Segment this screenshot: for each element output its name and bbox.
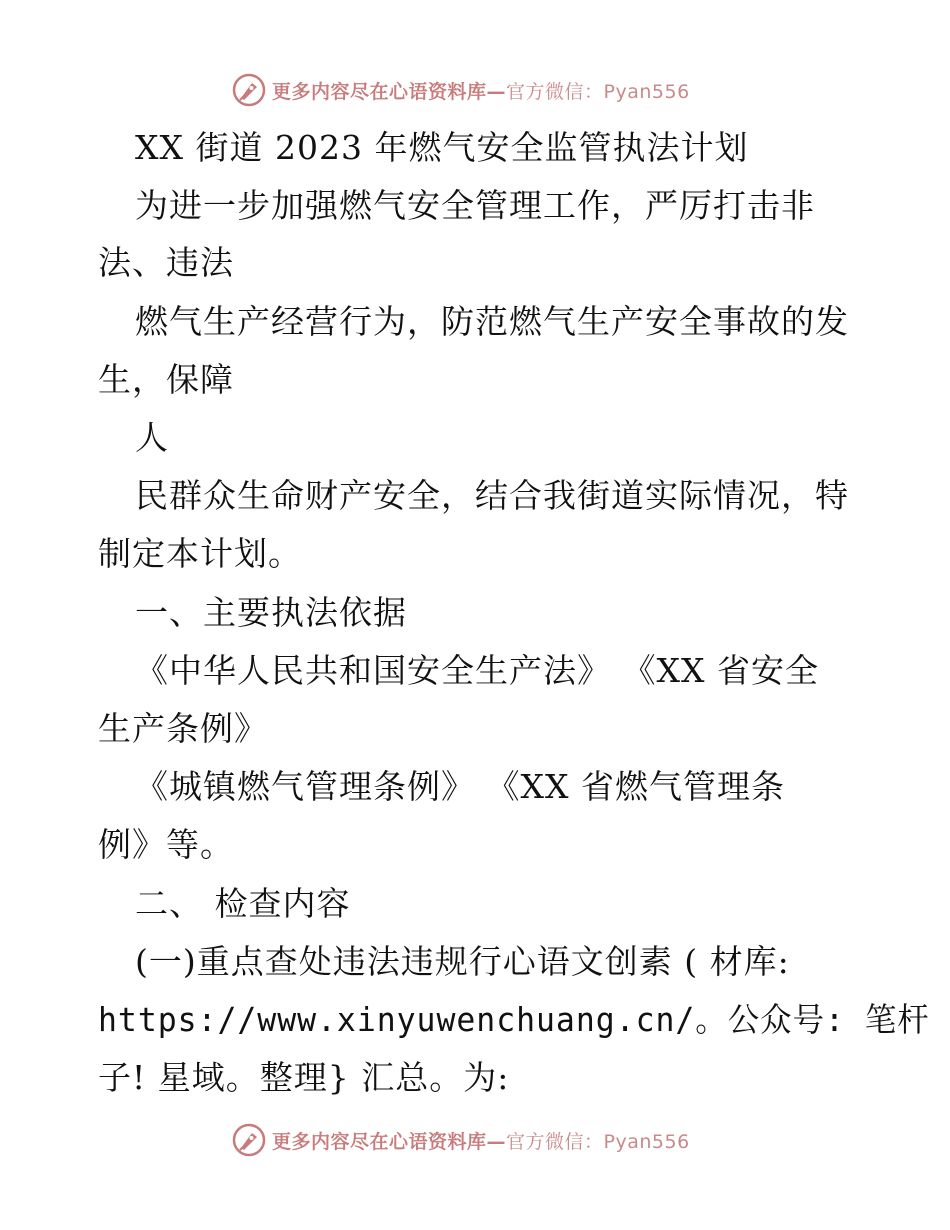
watermark-text (272, 77, 690, 104)
pen-nib-logo-icon (232, 1123, 266, 1157)
body-line: 为进一步加强燃气安全管理工作，严厉打击非 (135, 186, 815, 225)
watermark-text (272, 1127, 690, 1154)
body-line: 制定本计划。 (98, 534, 302, 573)
watermark-site-text: 更多内容尽在心语资料库 (272, 1130, 487, 1153)
watermark-separator: — (486, 1130, 507, 1153)
document-title: XX 街道 2023 年燃气安全监管执法计划 (135, 128, 749, 167)
body-line: 《城镇燃气管理条例》 《XX 省燃气管理条 (135, 767, 785, 806)
body-line: 人 (135, 418, 169, 457)
body-line-url: https://www.xinyuwenchuang.cn/。公众号: 笔杆 (98, 1000, 930, 1039)
footer-watermark (232, 1120, 752, 1160)
body-line: 生产条例》 (98, 709, 268, 748)
watermark-site-text: 更多内容尽在心语资料库 (272, 80, 487, 103)
body-line: 《中华人民共和国安全生产法》 《XX 省安全 (135, 651, 819, 690)
section-heading: 一、主要执法依据 (135, 593, 407, 632)
watermark-wechat-text: 官方微信：Pyan556 (506, 1130, 690, 1153)
pen-nib-logo-icon (232, 73, 266, 107)
section-heading: 二、 检查内容 (135, 884, 351, 923)
body-line: 法、违法 (98, 243, 234, 282)
body-line: 例》等。 (98, 825, 234, 864)
watermark-separator: — (486, 80, 507, 103)
header-watermark (232, 70, 752, 110)
body-line: 子! 星域。整理} 汇总。为: (98, 1058, 510, 1097)
body-line: 燃气生产经营行为，防范燃气生产安全事故的发 (135, 302, 849, 341)
body-line: 民群众生命财产安全，结合我街道实际情况，特 (135, 476, 849, 515)
watermark-wechat-text: 官方微信：Pyan556 (506, 80, 690, 103)
body-line: (一)重点查处违法违规行心语文创素 ( 材库: (135, 942, 790, 981)
body-line: 生，保障 (98, 360, 234, 399)
